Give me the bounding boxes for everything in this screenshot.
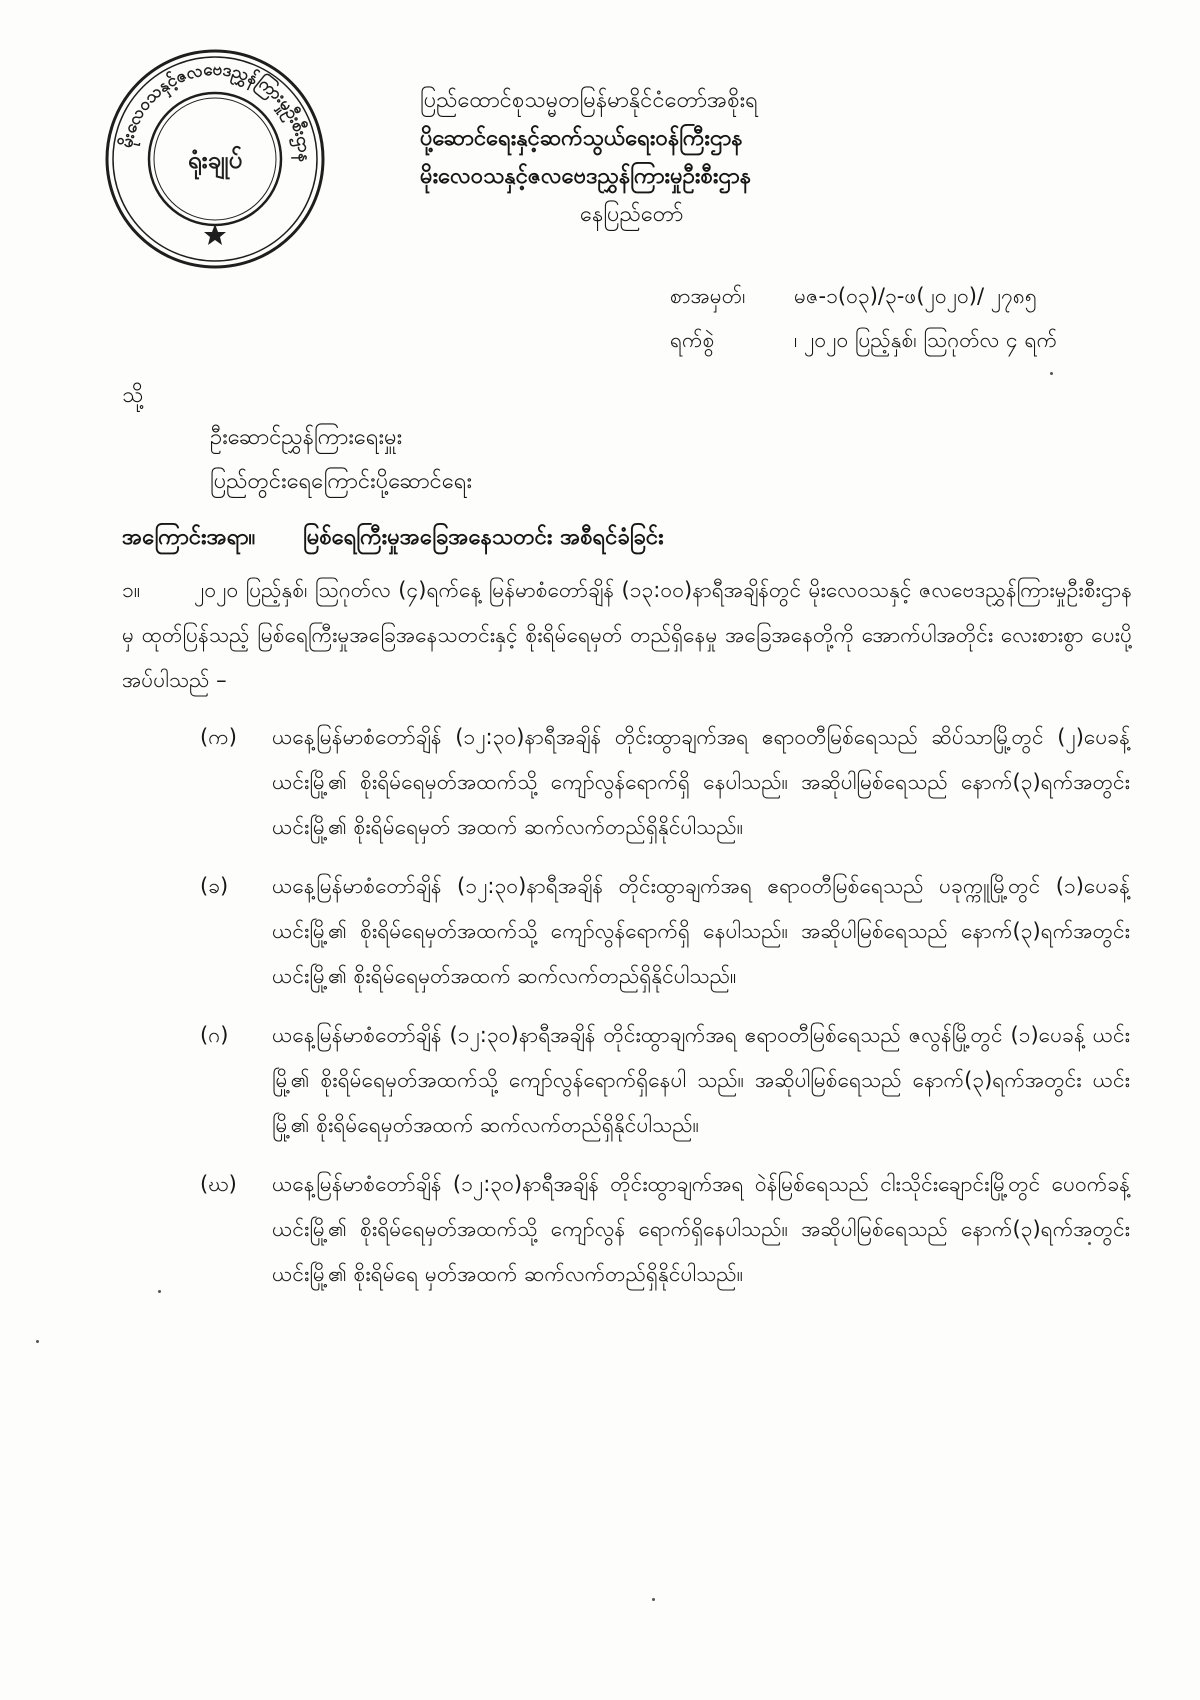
reference-block xyxy=(670,274,1170,362)
item-text: ယနေ့မြန်မာစံတော်ချိန် (၁၂:၃၀)နာရီအချိန် တိုင်းထွာချက်အရ ဧရာဝတီမြစ်ရေသည် ဇလွန်မြို့တွင် (၁)ပေခန့် ယင်းမြို့၏ စိုးရိမ်ရေမှတ်အထက်သို့ ကျော်လွန်ရောက်ရှိနေပါ သည်။ အဆိုပါမြစ်ရေသည် နောက်(၃)ရက်အတွင်း ယင်းမြို့၏ စိုးရိမ်ရေမှတ်အထက် ဆက်လက်တည်ရှိနိုင်ပါသည်။ xyxy=(272,1023,1130,1137)
item-label: (က) xyxy=(200,725,237,749)
letterhead-city: နေပြည်တော် xyxy=(580,202,684,227)
subject-text: မြစ်ရေကြီးမှုအခြေအနေသတင်း အစီရင်ခံခြင်း xyxy=(303,525,664,550)
list-item xyxy=(200,715,1130,850)
intro-number: ၁။ xyxy=(122,578,141,602)
item-text: ယနေ့မြန်မာစံတော်ချိန် (၁၂:၃၀)နာရီအချိန် တိုင်းထွာချက်အရ ဧရာဝတီမြစ်ရေသည် ဆိပ်သာမြို့တွင် (၂)ပေခန့် ယင်းမြို့၏ စိုးရိမ်ရေမှတ်အထက်သို့ ကျော်လွန်ရောက်ရှိ နေပါသည်။ အဆိုပါမြစ်ရေသည် နောက်(၃)ရက်အတွင်း ယင်းမြို့၏ စိုးရိမ်ရေမှတ် အထက် ဆက်လက်တည်ရှိနိုင်ပါသည်။ xyxy=(272,725,1130,839)
reference-date-label: ရက်စွဲ xyxy=(670,328,715,352)
item-text: ယနေ့မြန်မာစံတော်ချိန် (၁၂:၃၀)နာရီအချိန် တိုင်းထွာချက်အရ ဧရာဝတီမြစ်ရေသည် ပခုက္ကူမြို့တွင် (၁)ပေခန့် ယင်းမြို့၏ စိုးရိမ်ရေမှတ်အထက်သို့ ကျော်လွန်ရောက်ရှိ နေပါသည်။ အဆိုပါမြစ်ရေသည် နောက်(၃)ရက်အတွင်း ယင်းမြို့၏ စိုးရိမ်ရေမှတ်အထက် ဆက်လက်တည်ရှိနိုင်ပါသည်။ xyxy=(272,874,1130,988)
letterhead-department: မိုးလေဝသနှင့်ဇလဗေဒညွှန်ကြားမှုဦးစီးဌာန xyxy=(420,164,752,189)
item-label: (ခ) xyxy=(200,874,229,898)
letterhead xyxy=(420,82,880,234)
intro-paragraph xyxy=(122,568,1132,703)
seal-center-text: ရုံးချုပ် xyxy=(187,146,243,174)
reference-number-row xyxy=(670,274,1170,318)
scan-speck xyxy=(1088,1242,1091,1245)
letterhead-government: ပြည်ထောင်စုသမ္မတမြန်မာနိုင်ငံတော်အစိုးရ xyxy=(420,88,758,113)
seal-stamp-image xyxy=(100,44,330,274)
subject-label: အကြောင်းအရာ။ xyxy=(122,525,256,550)
intro-text: ၂၀၂၀ ပြည့်နှစ်၊ ဩဂုတ်လ (၄)ရက်နေ့ မြန်မာစံတော်ချိန် (၁၃:၀၀)နာရီအချိန်တွင် မိုးလေဝသနှင့် ဇလဗေဒညွှန်ကြားမှုဦးစီးဌာနမှ ထုတ်ပြန်သည့် မြစ်ရေကြီးမှုအခြေအနေသတင်းနှင့် စိုးရိမ်ရေမှတ် တည်ရှိနေမှု အခြေအနေတို့ကို အောက်ပါအတိုင်း လေးစားစွာ ပေးပို့အပ်ပါသည် – xyxy=(122,578,1132,692)
scan-speck xyxy=(36,1340,39,1343)
item-label: (ဂ) xyxy=(200,1023,229,1047)
scan-speck xyxy=(652,1598,655,1601)
seal-star-icon xyxy=(204,224,226,245)
list-item xyxy=(200,1013,1130,1148)
seal-ring-text: မိုးလေဝသနှင့်ဇလဗေဒညွှန်ကြားမှုဦးစီးဌာန xyxy=(116,59,315,163)
reference-number-label: စာအမှတ်၊ xyxy=(670,284,746,308)
recipient-block xyxy=(210,416,472,504)
list-item xyxy=(200,864,1130,999)
office-seal xyxy=(100,44,330,274)
scan-speck xyxy=(1050,372,1053,375)
recipient-organization: ပြည်တွင်းရေကြောင်းပို့ဆောင်ရေး xyxy=(210,469,473,494)
item-list xyxy=(200,715,1130,1311)
list-item xyxy=(200,1162,1130,1297)
reference-date-row xyxy=(670,318,1170,362)
reference-number-value: မဇ-၁(၀၃)/၃-ဖ(၂၀၂၀)/ ၂၇၈၅ xyxy=(794,284,1037,308)
subject-line xyxy=(122,522,664,555)
reference-date-value: ၊ ၂၀၂၀ ပြည့်နှစ်၊ ဩဂုတ်လ ၄ ရက် xyxy=(794,328,1058,352)
recipient-title: ဦးဆောင်ညွှန်ကြားရေးမှူး xyxy=(210,425,403,450)
to-label: သို့ xyxy=(122,383,144,408)
letterhead-ministry: ပို့ဆောင်ရေးနှင့်ဆက်သွယ်ရေးဝန်ကြီးဌာန xyxy=(420,126,743,151)
item-text: ယနေ့မြန်မာစံတော်ချိန် (၁၂:၃၀)နာရီအချိန် တိုင်းထွာချက်အရ ဝဲန်မြစ်ရေသည် ငါးသိုင်းချောင်းမြို့တွင် ပေဝက်ခန့် ယင်းမြို့၏ စိုးရိမ်ရေမှတ်အထက်သို့ ကျော်လွန် ရောက်ရှိနေပါသည်။ အဆိုပါမြစ်ရေသည် နောက်(၃)ရက်အတွင်း ယင်းမြို့၏ စိုးရိမ်ရေ မှတ်အထက် ဆက်လက်တည်ရှိနိုင်ပါသည်။ xyxy=(272,1172,1130,1286)
scan-speck xyxy=(158,1290,161,1293)
item-label: (ဃ) xyxy=(200,1172,237,1196)
